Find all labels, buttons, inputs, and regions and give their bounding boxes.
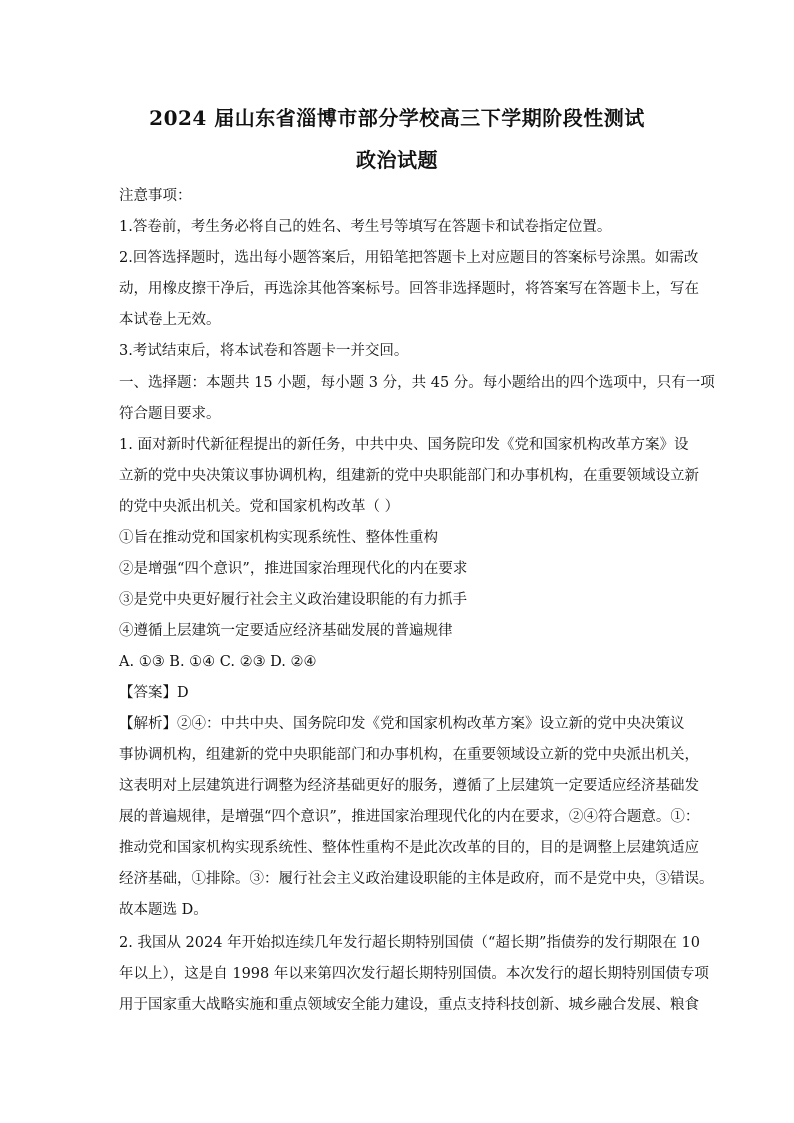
question-1-option-1: ①旨在推动党和国家机构实现系统性、整体性重构 [119,530,438,546]
question-1-analysis-line-4: 展的普遍规律，是增强“四个意识”，推进国家治理现代化的内在要求，②④符合题意。①： [119,809,700,825]
question-1-option-4: ④遵循上层建筑一定要适应经济基础发展的普遍规律 [119,623,453,639]
question-2-stem-line-1: 2. 我国从 2024 年开始拟连续几年发行超长期特别国债（“超长期”指债券的发行期限在 10 [119,935,700,951]
notice-heading: 注意事项： [119,188,192,204]
question-1-analysis-line-7: 故本题选 D。 [119,902,208,918]
question-1-stem-line-3: 的党中央派出机关。党和国家机构改革（ ） [119,499,400,515]
notice-item-1: 1.答卷前，考生务必将自己的姓名、考生号等填写在答题卡和试卷指定位置。 [119,219,612,235]
section-heading-line-2: 符合题目要求。 [119,406,221,422]
question-1-analysis-line-1: 【解析】②④：中共中央、国务院印发《党和国家机构改革方案》设立新的党中央决策议 [119,716,685,732]
section-heading-line-1: 一、选择题：本题共 15 小题，每小题 3 分，共 45 分。每小题给出的四个选项中，只有一项 [119,375,715,391]
question-1-analysis-line-3: 这表明对上层建筑进行调整为经济基础更好的服务，遵循了上层建筑一定要适应经济基础发 [119,778,699,794]
notice-item-2-line-1: 2.回答选择题时，选出每小题答案后，用铅笔把答题卡上对应题目的答案标号涂黑。如需改 [119,250,699,266]
question-1-stem-line-1: 1. 面对新时代新征程提出的新任务，中共中央、国务院印发《党和国家机构改革方案》设 [119,437,689,453]
question-1-option-2: ②是增强“四个意识”，推进国家治理现代化的内在要求 [119,561,468,577]
question-1-choices: A. ①③ B. ①④ C. ②③ D. ②④ [119,654,317,670]
question-1-stem-line-2: 立新的党中央决策议事协调机构，组建新的党中央职能部门和办事机构，在重要领域设立新 [119,468,699,484]
document-title: 2024 届山东省淄博市部分学校高三下学期阶段性测试 [149,106,645,130]
question-1-analysis-line-2: 事协调机构，组建新的党中央职能部门和办事机构，在重要领域设立新的党中央派出机关， [119,747,699,763]
notice-item-3: 3.考试结束后，将本试卷和答题卡一并交回。 [119,343,409,359]
question-1-analysis-line-5: 推动党和国家机构实现系统性、整体性重构不是此次改革的目的，目的是调整上层建筑适应 [119,840,699,856]
question-1-analysis-line-6: 经济基础，①排除。③：履行社会主义政治建设职能的主体是政府，而不是党中央，③错误。 [119,871,714,887]
notice-item-2-line-2: 动，用橡皮擦干净后，再选涂其他答案标号。回答非选择题时，将答案写在答题卡上，写在 [119,281,699,297]
question-2-stem-line-2: 年以上），这是自 1998 年以来第四次发行超长期特别国债。本次发行的超长期特别国债专项 [119,966,709,982]
question-1-answer: 【答案】D [119,685,189,701]
question-2-stem-line-3: 用于国家重大战略实施和重点领域安全能力建设，重点支持科技创新、城乡融合发展、粮食 [119,997,699,1013]
notice-item-2-line-3: 本试卷上无效。 [119,312,221,328]
question-1-option-3: ③是党中央更好履行社会主义政治建设职能的有力抓手 [119,592,467,608]
document-subtitle: 政治试题 [356,148,438,172]
